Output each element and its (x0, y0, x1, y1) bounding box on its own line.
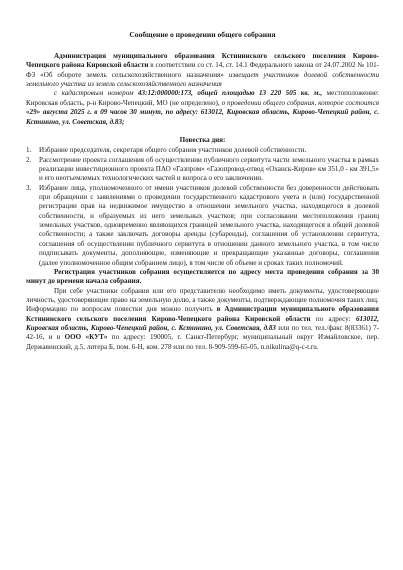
intro-law: в соответствии со ст. 14, ст. 14.1 Федерального закона от 24.07.2002 № 101-ФЗ «Об обороте земель сельскохозяйственного назначения» (26, 61, 380, 79)
location-text: местоположение: Кировская область, р-н Кирово-Чепецкий, МО (не определено), (26, 89, 380, 107)
cadastral-prefix: с кадастровым номером (54, 89, 138, 98)
info-phone: или по тел. тел./факс 8(83361) 7-42-16, и в (26, 324, 379, 342)
documents-paragraph: При себе участники собрания или его представителю необходимо иметь документы, удостоверяющие личность, удостоверяющие право на земельную долю, а также документы, подтверждающие полномочия таких лиц. (26, 286, 379, 304)
agenda-item-number: 3. (26, 183, 32, 192)
info-mid: по адресу: (310, 314, 356, 323)
info-paragraph (26, 305, 379, 352)
intro-paragraph (26, 52, 379, 89)
meeting-datetime: «29» августа 2025 г. в 09 часов 30 минут, по адресу: (26, 108, 199, 117)
meeting-lead: о проведении общего собрания, которое состоится (221, 98, 379, 107)
agenda-list (26, 146, 379, 268)
agenda-item-text: Избрание председателя, секретаря общего собрания участников долевой собственности. (39, 146, 307, 155)
agenda-item (26, 156, 379, 184)
agenda-item-number: 1. (26, 146, 32, 155)
info-address: 613012, Кировская область, Кирово-Чепецкий район, с. Кстинино, ул. Советская, д.83 (26, 314, 379, 333)
info-company-address: по адресу: 190005, г. Санкт-Петербург, муниципальный округ Измайловское, пер. Державинский, д.5, литера Б, пом. 6-Н, ком. 278 или по тел. 8-909-599-65-05, n.nikulina@q-c-t.ru. (26, 333, 379, 351)
intro-org: Администрация муниципального образования Кстининского сельского поселения Кирово-Чепецкого района Кировской области (26, 52, 379, 70)
info-company: ООО «КУТ» (64, 333, 108, 342)
info-org: в Администрации муниципального образования Кстининского сельского поселения Кирово-Чепецкого района Кировской области (26, 305, 379, 323)
agenda-item-number: 2. (26, 155, 32, 164)
cadastral-paragraph (26, 89, 379, 126)
cadastral-number: 43:12:000000:173, общей площадью 13 220 505 кв. м., (137, 89, 323, 98)
agenda-item-text: Рассмотрение проекта соглашения об осуществлении публичного сервитута части земельного участка в рамках реализации инвестиционного проекта ПАО «Газпром» «Газопровод-отвод «Оханск-Киров» км 351,0 - км 391,5» и его неотъемлемых технологических частей и вопроса о его заключении. (39, 155, 379, 183)
agenda-item (26, 184, 379, 268)
registration-paragraph: Регистрация участников собрания осуществляется по адресу места проведения собрания за 30 минут до времени начала собрания. (26, 267, 379, 286)
intro-notice: извещает участников долевой собственности земельного участка из земель сельскохозяйственного назначения (26, 70, 380, 89)
agenda-item (26, 146, 379, 155)
agenda-item-text: Избрание лица, уполномоченного от имени участников долевой собственности без доверенности действовать при обращении с заявлениями о проведении государственного кадастрового учета и (или) государственной регистрации прав на недвижимое имущество в отношении земельного участка, находящегося в долевой собственности, и образуемых из него земельных участков; при согласовании местоположения границ земельных участков, одновременно являющихся границей земельного участка, находящегося в общей долевой собственности; а также заключать договоры аренды (субаренды), соглашения об установлении сервитута, соглашения об осуществлении публичного сервитута в отношении данного земельного участка, в том числе подписывать документы, дополняющие, изменяющие и прекращающие указанные договоры, соглашения (далее уполномоченное общим собранием лицо), в том числе об объеме и сроках таких полномочий. (39, 183, 379, 267)
info-lead: Информацию по вопросам повестки дня можно получить (26, 305, 217, 314)
document-title: Сообщение о проведении общего собрания (129, 30, 276, 39)
meeting-address: 613012, Кировская область, Кирово-Чепецкий район, с. Кстинино, ул. Советская, д.83; (26, 108, 379, 126)
agenda-title: Повестка дня: (179, 135, 226, 144)
